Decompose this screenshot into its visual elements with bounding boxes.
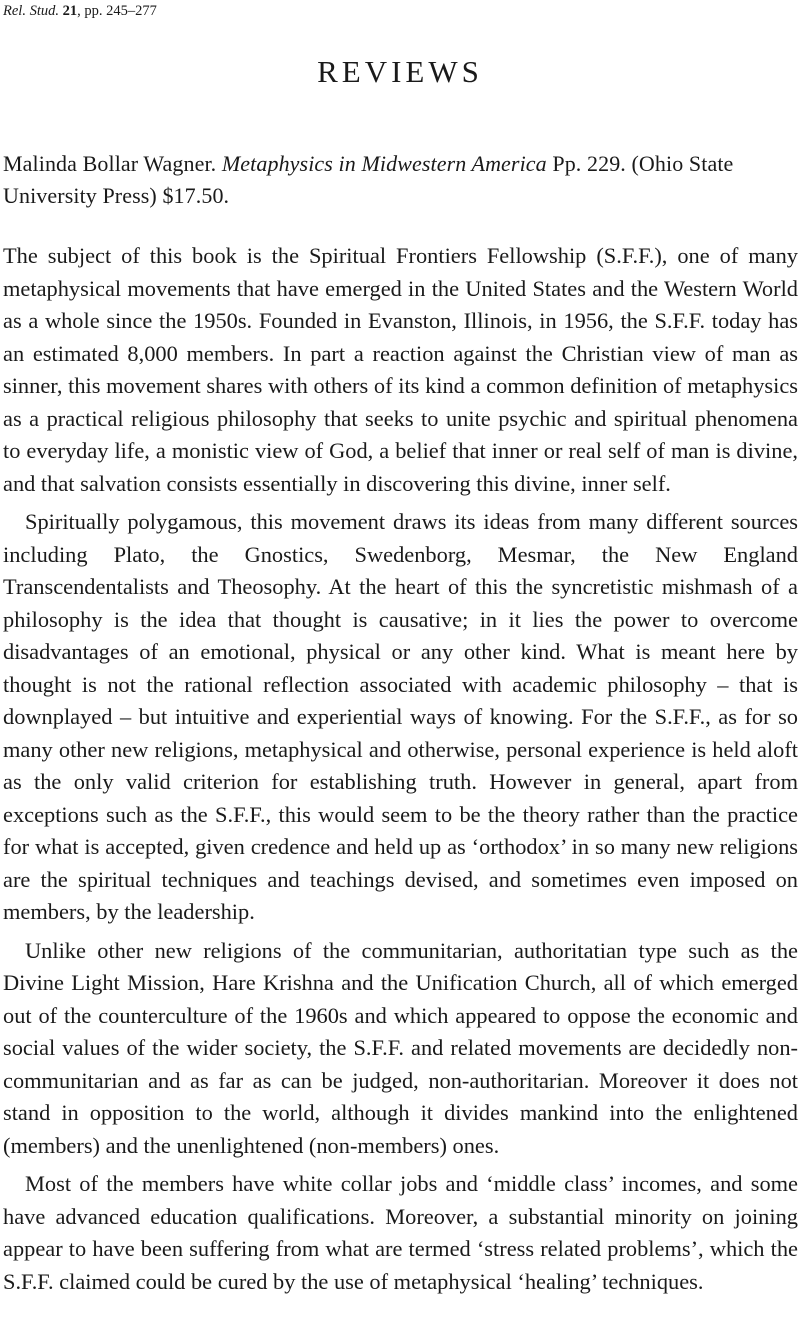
volume-number: 21 (62, 3, 78, 19)
book-details: Pp. 229. (Ohio State University Press) $17.50. (3, 151, 734, 208)
review-body (3, 240, 798, 1304)
paragraph-3: Unlike other new religions of the communitarian, authoritatian type such as the Divine Light Mission, Hare Krishna and the Unification Church, all of which emerged out of the counterculture of the 1960s and which appeared to oppose the economic and social values of the wider society, the S.F.F. and related movements are decidedly non-communitarian and as far as can be judged, non-authoritarian. Moreover it does not stand in opposition to the world, although it divides mankind into the enlightened (members) and the unenlightened (non-members) ones. (3, 937, 798, 1158)
page-range: , pp. 245–277 (77, 3, 157, 19)
book-author: Malinda Bollar Wagner. (3, 151, 217, 176)
book-citation (3, 148, 798, 212)
section-title: REVIEWS (317, 54, 483, 89)
paragraph-1: The subject of this book is the Spiritual Frontiers Fellowship (S.F.F.), one of many metaphysical movements that have emerged in the United States and the Western World as a whole since the 1950s. Founded in Evanston, Illinois, in 1956, the S.F.F. today has an estimated 8,000 members. In part a reaction against the Christian view of man as sinner, this movement shares with others of its kind a common definition of metaphysics as a practical religious philosophy that seeks to unite psychic and spiritual phenomena to everyday life, a monistic view of God, a belief that inner or real self of man is divine, and that salvation consists essentially in discovering this divine, inner self. (3, 243, 798, 496)
paragraph-2: Spiritually polygamous, this movement draws its ideas from many different sources including Plato, the Gnostics, Swedenborg, Mesmar, the New England Transcendentalists and Theosophy. At the heart of this the syncretistic mishmash of a philosophy is the idea that thought is causative; in it lies the power to overcome disadvantages of an emotional, physical or any other kind. What is meant here by thought is not the rational reflection associated with academic philosophy – that is downplayed – but intuitive and experiential ways of knowing. For the S.F.F., as for so many other new religions, metaphysical and otherwise, personal experience is held aloft as the only valid criterion for establishing truth. However in general, apart from exceptions such as the S.F.F., this would seem to be the theory rather than the practice for what is accepted, given credence and held up as ‘orthodox’ in so many new religions are the spiritual techniques and teachings devised, and sometimes even imposed on members, by the leadership. (3, 509, 798, 924)
running-head (3, 2, 157, 20)
book-title: Metaphysics in Midwestern America (221, 151, 547, 176)
paragraph-4: Most of the members have white collar jobs and ‘middle class’ incomes, and some have advanced education qualifications. Moreover, a substantial minority on joining appear to have been suffering from what are termed ‘stress related problems’, which the S.F.F. claimed could be cured by the use of metaphysical ‘healing’ techniques. (3, 1171, 798, 1294)
journal-abbreviation: Rel. Stud. (3, 3, 59, 19)
